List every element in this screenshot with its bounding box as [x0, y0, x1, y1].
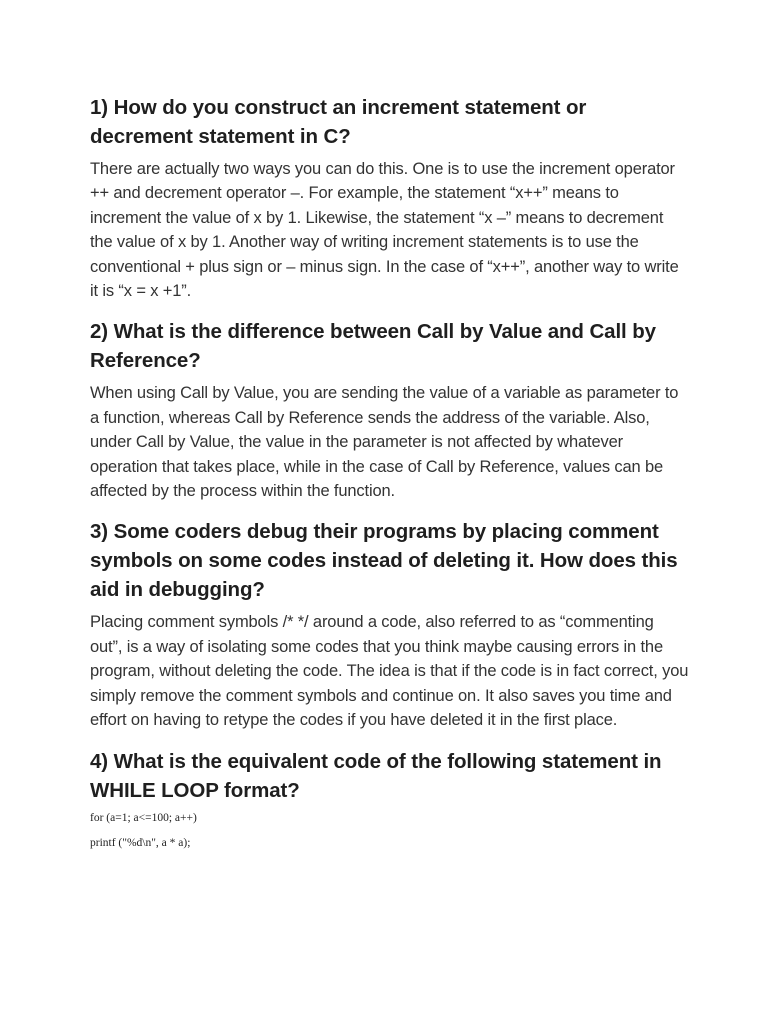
- question-1-answer: There are actually two ways you can do this. One is to use the increment operator ++ and decrement operator –. For example, the statement “x++” means to increment the value of x by 1. Likewise, the statement “x –” means to decrement the value of x by 1. Another way of writing increment statements is to use the conventional + plus sign or – minus sign. In the case of “x++”, another way to write it is “x = x +1”.: [90, 160, 679, 301]
- question-4-title: 4) What is the equivalent code of the following statement in WHILE LOOP format?: [90, 749, 662, 802]
- code-line-printf: printf ("%d\n", a * a);: [90, 836, 191, 849]
- question-2-title: 2) What is the difference between Call by Value and Call by Reference?: [90, 320, 656, 373]
- document-content: [90, 93, 690, 850]
- question-3-answer: Placing comment symbols /* */ around a code, also referred to as “commenting out”, is a way of isolating some codes that you think maybe causing errors in the program, without deleting the code. The idea is that if the code is in fact correct, you simply remove the comment symbols and continue on. It also saves you time and effort on having to retype the codes if you have deleted it in the first place.: [90, 613, 689, 730]
- code-line-for: for (a=1; a<=100; a++): [90, 811, 197, 824]
- question-1-title: 1) How do you construct an increment statement or decrement statement in C?: [90, 96, 587, 148]
- question-2-answer: When using Call by Value, you are sending the value of a variable as parameter to a function, whereas Call by Reference sends the address of the variable. Also, under Call by Value, the value in the parameter is not affected by whatever operation that takes place, while in the case of Call by Reference, values can be affected by the process within the function.: [90, 384, 679, 501]
- question-3-title: 3) Some coders debug their programs by placing comment symbols on some codes instead of deleting it. How does this aid in debugging?: [90, 520, 678, 602]
